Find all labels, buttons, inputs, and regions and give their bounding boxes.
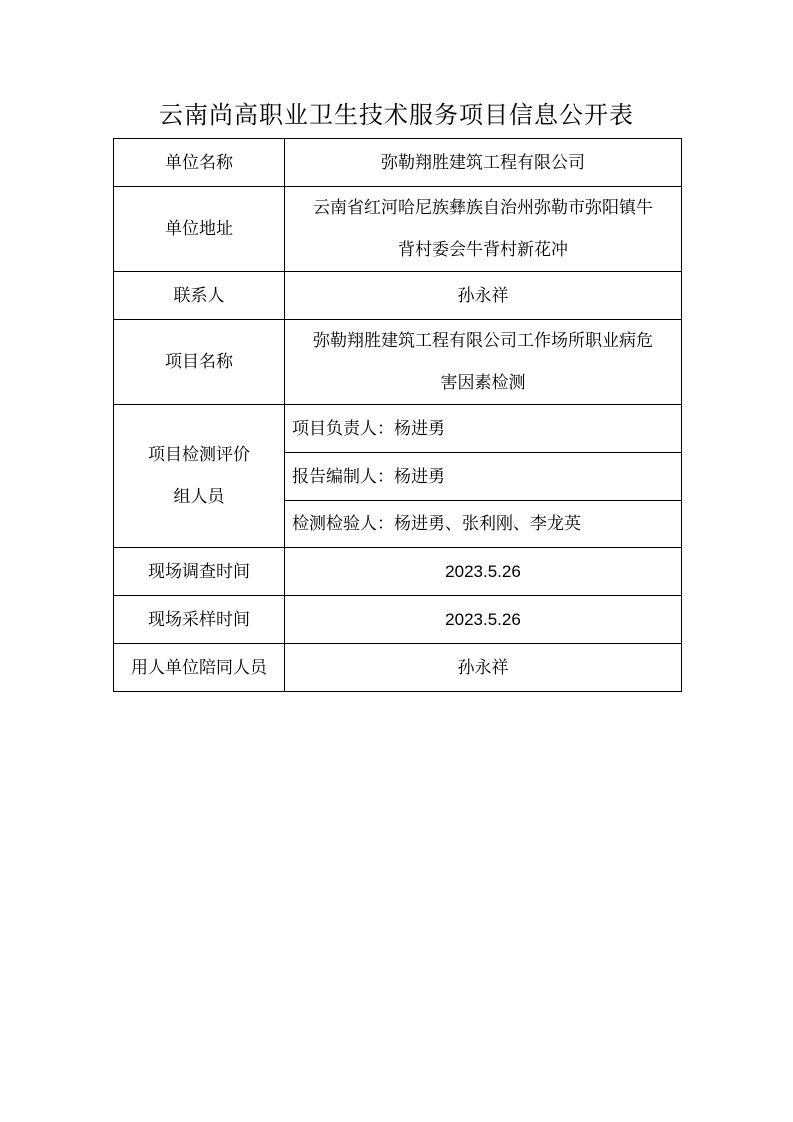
table-row [114,548,682,596]
contact-label: 联系人 [114,272,285,320]
team-label-line-1: 项目检测评价 [148,445,250,465]
table-row [114,139,682,187]
contact-value: 孙永祥 [285,272,682,320]
table-row [114,187,682,272]
unit-address-line-2: 背村委会牛背村新花冲 [398,240,568,260]
table-row [114,644,682,692]
unit-address-line-1: 云南省红河哈尼族彝族自治州弥勒市弥阳镇牛 [313,198,653,218]
survey-time-label: 现场调查时间 [114,548,285,596]
unit-name-label: 单位名称 [114,139,285,187]
table-row [114,596,682,644]
team-label-line-2: 组人员 [173,487,225,507]
table-row [114,405,682,453]
survey-time-value: 2023.5.26 [285,548,682,596]
table-row [114,320,682,405]
project-name-line-1: 弥勒翔胜建筑工程有限公司工作场所职业病危 [313,331,653,351]
accompany-label: 用人单位陪同人员 [114,644,285,692]
team-member-lead: 项目负责人：杨进勇 [285,405,682,453]
sampling-time-label: 现场采样时间 [114,596,285,644]
unit-address-label: 单位地址 [114,187,285,272]
team-label [114,405,285,548]
unit-name-value: 弥勒翔胜建筑工程有限公司 [285,139,682,187]
unit-address-value [285,187,682,272]
table-row [114,272,682,320]
team-member-report: 报告编制人：杨进勇 [285,453,682,501]
sampling-time-value: 2023.5.26 [285,596,682,644]
team-member-inspectors: 检测检验人：杨进勇、张利刚、李龙英 [285,501,682,548]
project-name-line-2: 害因素检测 [440,373,526,393]
project-name-value [285,320,682,405]
accompany-value: 孙永祥 [285,644,682,692]
project-name-label: 项目名称 [114,320,285,405]
page-title: 云南尚高职业卫生技术服务项目信息公开表 [159,101,634,129]
info-table [113,138,682,692]
